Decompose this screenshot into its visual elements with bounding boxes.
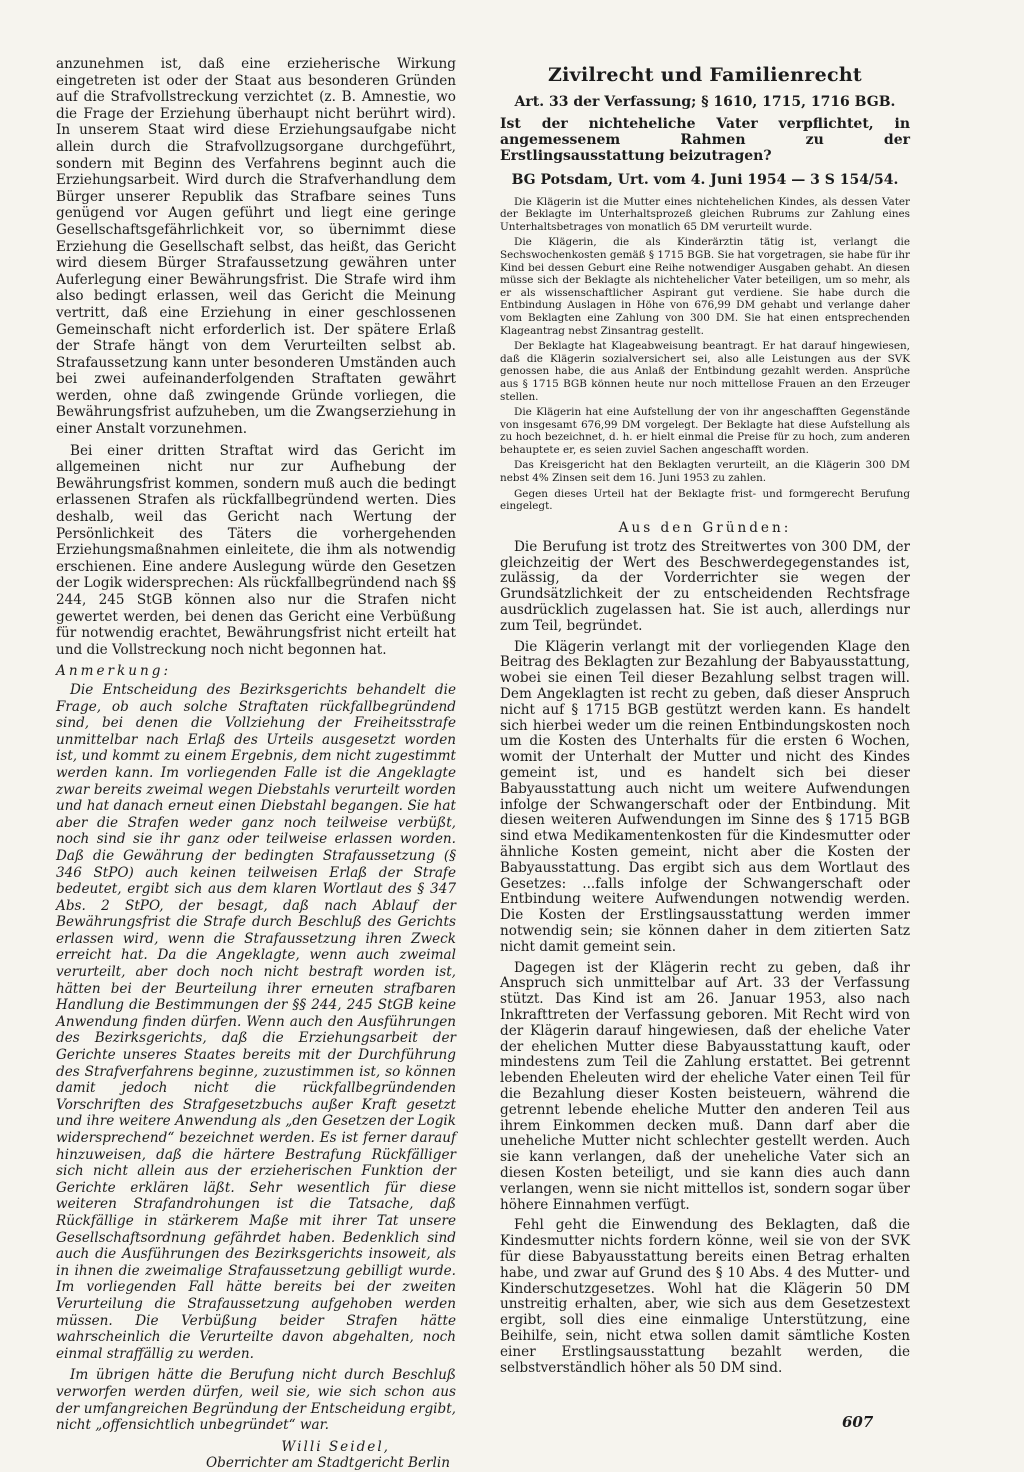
- note-paragraph: Im übrigen hätte die Berufung nicht durch Beschluß verworfen werden dürfen, weil sie, wie sich schon aus der umfangreichen Begründung der Entscheidung ergibt, nicht „offensichtlich unbegründet“ war.: [56, 1367, 456, 1434]
- facts-paragraph: Gegen dieses Urteil hat der Beklagte frist- und formgerecht Berufung eingelegt.: [500, 487, 910, 513]
- note-heading: Anmerkung:: [56, 663, 172, 680]
- body-paragraph: anzunehmen ist, daß eine erzieherische Wirkung eingetreten ist oder der Staat aus besonderen Gründen auf die Strafvollstreckung verzichtet (z. B. Amnestie, wo die Frage der Erziehung überhaupt nicht berührt wird). In unserem Staat wird diese Erziehungsaufgabe nicht allein durch die Strafvollzugsorgane durchgeführt, sondern mit Beginn des Verfahrens beginnt auch die Erziehungsarbeit. Wird durch die Strafverhandlung dem Bürger unserer Republik das Strafbare seines Tuns genügend vor Augen geführt und liegt eine geringe Gesellschaftsgefährlichkeit vor, so übernimmt diese Erziehung die Gesellschaft selbst, das heißt, das Gericht wird diesem Bürger Strafaussetzung gewähren unter Auferlegung einer Bewährungsfrist. Die Strafe wird ihm also bedingt erlassen, weil das Gericht die Meinung vertritt, daß eine Erziehung in einer geschlossenen Gemeinschaft nicht erforderlich ist. Der spätere Erlaß der Strafe hängt von dem Verurteilten selbst ab. Strafaussetzung kann unter besonderen Umständen auch bei zwei aufeinanderfolgenden Straftaten gewährt werden, ohne daß zwingende Gründe vorliegen, die Bewährungsfrist aufzuheben, um die Zwangserziehung in einer Anstalt vorzunehmen.: [56, 56, 456, 438]
- body-paragraph: Die Berufung ist trotz des Streitwertes von 300 DM, der gleichzeitig der Wert des Beschwerdegegenstandes ist, zulässig, da der Vorderrichter sie wegen der Grundsätzlichkeit der zu entscheidenden Rechtsfrage ausdrücklich zugelassen hat. Sie ist auch, allerdings nur zum Teil, begründet.: [500, 538, 910, 634]
- section-title: Zivilrecht und Familienrecht: [547, 64, 863, 86]
- court-reference: BG Potsdam, Urt. vom 4. Juni 1954 — 3 S 154/54.: [511, 171, 899, 188]
- law-reference: Art. 33 der Verfassung; § 1610, 1715, 1716 BGB.: [514, 94, 896, 110]
- facts-paragraph: Die Klägerin, die als Kinderärztin tätig ist, verlangt die Sechswochenkosten gemäß § 1715 BGB. Sie hat vorgetragen, sie habe für ihr Kind bei dessen Geburt eine Reihe notwendiger Ausgaben gehabt. An diesen müsse sich der Beklagte als nichtehelicher Vater beteiligen, um so mehr, als er als wissenschaftlicher Aspirant gut verdiene. Sie habe durch die Entbindung Auslagen in Höhe von 676,99 DM gehabt und verlange daher vom Beklagten eine Zahlung von 300 DM. Sie hat einen entsprechenden Klageantrag nebst Zinsantrag gestellt.: [500, 236, 910, 337]
- grounds-heading: Aus den Gründen:: [618, 519, 792, 536]
- headnote-question: Ist der nichteheliche Vater verpflichtet, in angemessenem Rahmen zu der Erstlingsausstattung beizutragen?: [500, 116, 910, 165]
- left-column: [56, 56, 456, 1472]
- body-paragraph: Bei einer dritten Straftat wird das Gericht im allgemeinen nicht nur zur Aufhebung der Bewährungsfrist kommen, sondern muß auch die bedingt erlassenen Strafen als rückfallbegründend werten. Dies deshalb, weil das Gericht nach Wertung der Persönlichkeit des Täters die vorhergehenden Erziehungsmaßnahmen einleitete, die ihm als notwendig erschienen. Eine andere Auslegung würde den Gesetzen der Logik widersprechen: Als rückfallbegründend nach §§ 244, 245 StGB können also nur die Strafen nicht gewertet werden, bei denen das Gericht eine Verbüßung für notwendig erachtet, Bewährungsfrist nicht erteilt hat und die Vollstreckung noch nicht begonnen hat.: [56, 442, 456, 658]
- right-column: [500, 56, 910, 1381]
- body-paragraph: Dagegen ist der Klägerin recht zu geben, daß ihr Anspruch sich unmittelbar auf Art. 33 der Verfassung stützt. Das Kind ist am 26. Januar 1953, also nach Inkrafttreten der Verfassung geboren. Mit Recht wird von der Klägerin darauf hingewiesen, daß der eheliche Vater der ehelichen Mutter diese Babyausstattung kauft, oder mindestens zum Teil die Zahlung erstattet. Bei getrennt lebenden Eheleuten wird der eheliche Vater einen Teil für die Bezahlung dieser Kosten beisteuern, während die getrennt lebende eheliche Mutter den anderen Teil aus ihrem Einkommen decken muß. Dann darf aber die uneheliche Mutter nicht schlechter gestellt werden. Auch sie kann verlangen, daß der uneheliche Vater sich an diesen Kosten beteiligt, und sie kann dies auch dann verlangen, wenn sie nicht mittellos ist, sondern sogar über höhere Einnahmen verfügt.: [500, 959, 910, 1213]
- facts-paragraph: Die Klägerin ist die Mutter eines nichtehelichen Kindes, als dessen Vater der Beklagte im Unterhaltsprozeß gleichen Rubrums zur Zahlung eines Unterhaltsbetrages von monatlich 65 DM verurteilt wurde.: [500, 195, 910, 233]
- body-paragraph: Die Klägerin verlangt mit der vorliegenden Klage den Beitrag des Beklagten zur Bezahlung der Babyausstattung, wobei sie einen Teil dieser Bezahlung selbst tragen will. Dem Angeklagten ist recht zu geben, daß dieser Anspruch nicht auf § 1715 BGB gestützt werden kann. Es handelt sich hierbei weder um die reinen Entbindungskosten noch um die Kosten des Unterhalts für die ersten 6 Wochen, womit der Unterhalt der Mutter und nicht des Kindes gemeint ist, und es handelt sich bei dieser Babyausstattung auch nicht um weitere Aufwendungen infolge der Schwangerschaft oder der Entbindung. Mit diesen weiteren Aufwendungen im Sinne des § 1715 BGB sind etwa Medikamentenkosten für die Kindesmutter oder ähnliche Kosten gemeint, nicht aber die Kosten der Babyausstattung. Das ergibt sich aus dem Wortlaut des Gesetzes: ...falls infolge der Schwangerschaft oder Entbindung weitere Aufwendungen notwendig werden. Die Kosten der Erstlingsausstattung werden immer notwendig sein; sie können daher in dem zitierten Satz nicht damit gemeint sein.: [500, 638, 910, 955]
- signature-title: Oberrichter am Stadtgericht Berlin: [205, 1455, 450, 1472]
- signature-name: Willi Seidel,: [281, 1438, 390, 1455]
- facts-paragraph: Das Kreisgericht hat den Beklagten verurteilt, an die Klägerin 300 DM nebst 4% Zinsen seit dem 16. Juni 1953 zu zahlen.: [500, 459, 910, 485]
- body-paragraph: Fehl geht die Einwendung des Beklagten, daß die Kindesmutter nichts fordern könne, weil sie von der SVK für diese Babyausstattung bereits einen Betrag erhalten habe, und zwar auf Grund des § 10 Abs. 4 des Mutter- und Kinderschutzgesetzes. Wohl hat die Klägerin 50 DM unstreitig erhalten, aber, wie sich aus dem Gesetzestext ergibt, soll dies eine einmalige Unterstützung, eine Beihilfe, sein, nicht etwa sollen damit sämtliche Kosten einer Erstlingsausstattung bezahlt werden, die selbstverständlich höher als 50 DM sind.: [500, 1217, 910, 1376]
- signature-block: [56, 1439, 456, 1472]
- facts-paragraph: Der Beklagte hat Klageabweisung beantragt. Er hat darauf hingewiesen, daß die Klägerin sozialversichert sei, also alle Leistungen aus der SVK genossen habe, die aus Anlaß der Entbindung gezahlt werden. Ansprüche aus § 1715 BGB können heute nur noch mittellose Frauen an den Erzeuger stellen.: [500, 340, 910, 403]
- note-paragraph: Die Entscheidung des Bezirksgerichts behandelt die Frage, ob auch solche Straftaten rückfallbegründend sind, bei denen die Vollziehung der Freiheitsstrafe unmittelbar nach Erlaß des Urteils ausgesetzt worden ist, und kommt zu einem Ergebnis, dem nicht zugestimmt werden kann. Im vorliegenden Falle ist die Angeklagte zwar bereits zweimal wegen Diebstahls verurteilt worden und hat danach erneut einen Diebstahl begangen. Sie hat aber die Strafen weder ganz noch teilweise verbüßt, noch sind sie ihr ganz oder teilweise erlassen worden. Daß die Gewährung der bedingten Strafaussetzung (§ 346 StPO) auch keinen teilweisen Erlaß der Strafe bedeutet, ergibt sich aus dem klaren Wortlaut des § 347 Abs. 2 StPO, der besagt, daß nach Ablauf der Bewährungsfrist die Strafe durch Beschluß des Gerichts erlassen wird, wenn die Strafaussetzung ihren Zweck erreicht hat. Da die Angeklagte, wenn auch zweimal verurteilt, aber doch noch nicht bestraft worden ist, hätten bei der Beurteilung ihrer erneuten strafbaren Handlung die Bestimmungen der §§ 244, 245 StGB keine Anwendung finden dürfen. Wenn auch den Ausführungen des Bezirksgerichts, daß die Erziehungsarbeit der Gerichte unseres Staates bereits mit der Durchführung des Strafverfahrens beginne, zuzustimmen ist, so können damit jedoch nicht die rückfallbegründenden Vorschriften des Strafgesetzbuchs außer Kraft gesetzt und ihre weitere Anwendung als „den Gesetzen der Logik widersprechend“ bezeichnet werden. Es ist ferner darauf hinzuweisen, daß die härtere Bestrafung Rückfälliger sich nicht allein aus der erzieherischen Funktion der Gerichte erklären läßt. Sehr wesentlich für diese weiteren Strafandrohungen ist die Tatsache, daß Rückfällige in stärkerem Maße mit ihrer Tat unsere Gesellschaftsordnung gefährdet haben. Bedenklich sind auch die Ausführungen des Bezirksgerichts insoweit, als in ihnen die zweimalige Strafaussetzung gebilligt wurde. Im vorliegenden Fall hätte bereits bei der zweiten Verurteilung die Strafaussetzung aufgehoben werden müssen. Die Verbüßung beider Strafen hätte wahrscheinlich die Verurteilte davon abgehalten, noch einmal straffällig zu werden.: [56, 681, 456, 1362]
- page-number: 607: [842, 1413, 874, 1431]
- facts-paragraph: Die Klägerin hat eine Aufstellung der von ihr angeschafften Gegenstände von insgesamt 676,99 DM vorgelegt. Der Beklagte hat diese Aufstellung als zu hoch bezeichnet, d. h. er hielt einmal die Preise für zu hoch, zum anderen behauptete er, es seien zuviel Sachen angeschafft worden.: [500, 406, 910, 456]
